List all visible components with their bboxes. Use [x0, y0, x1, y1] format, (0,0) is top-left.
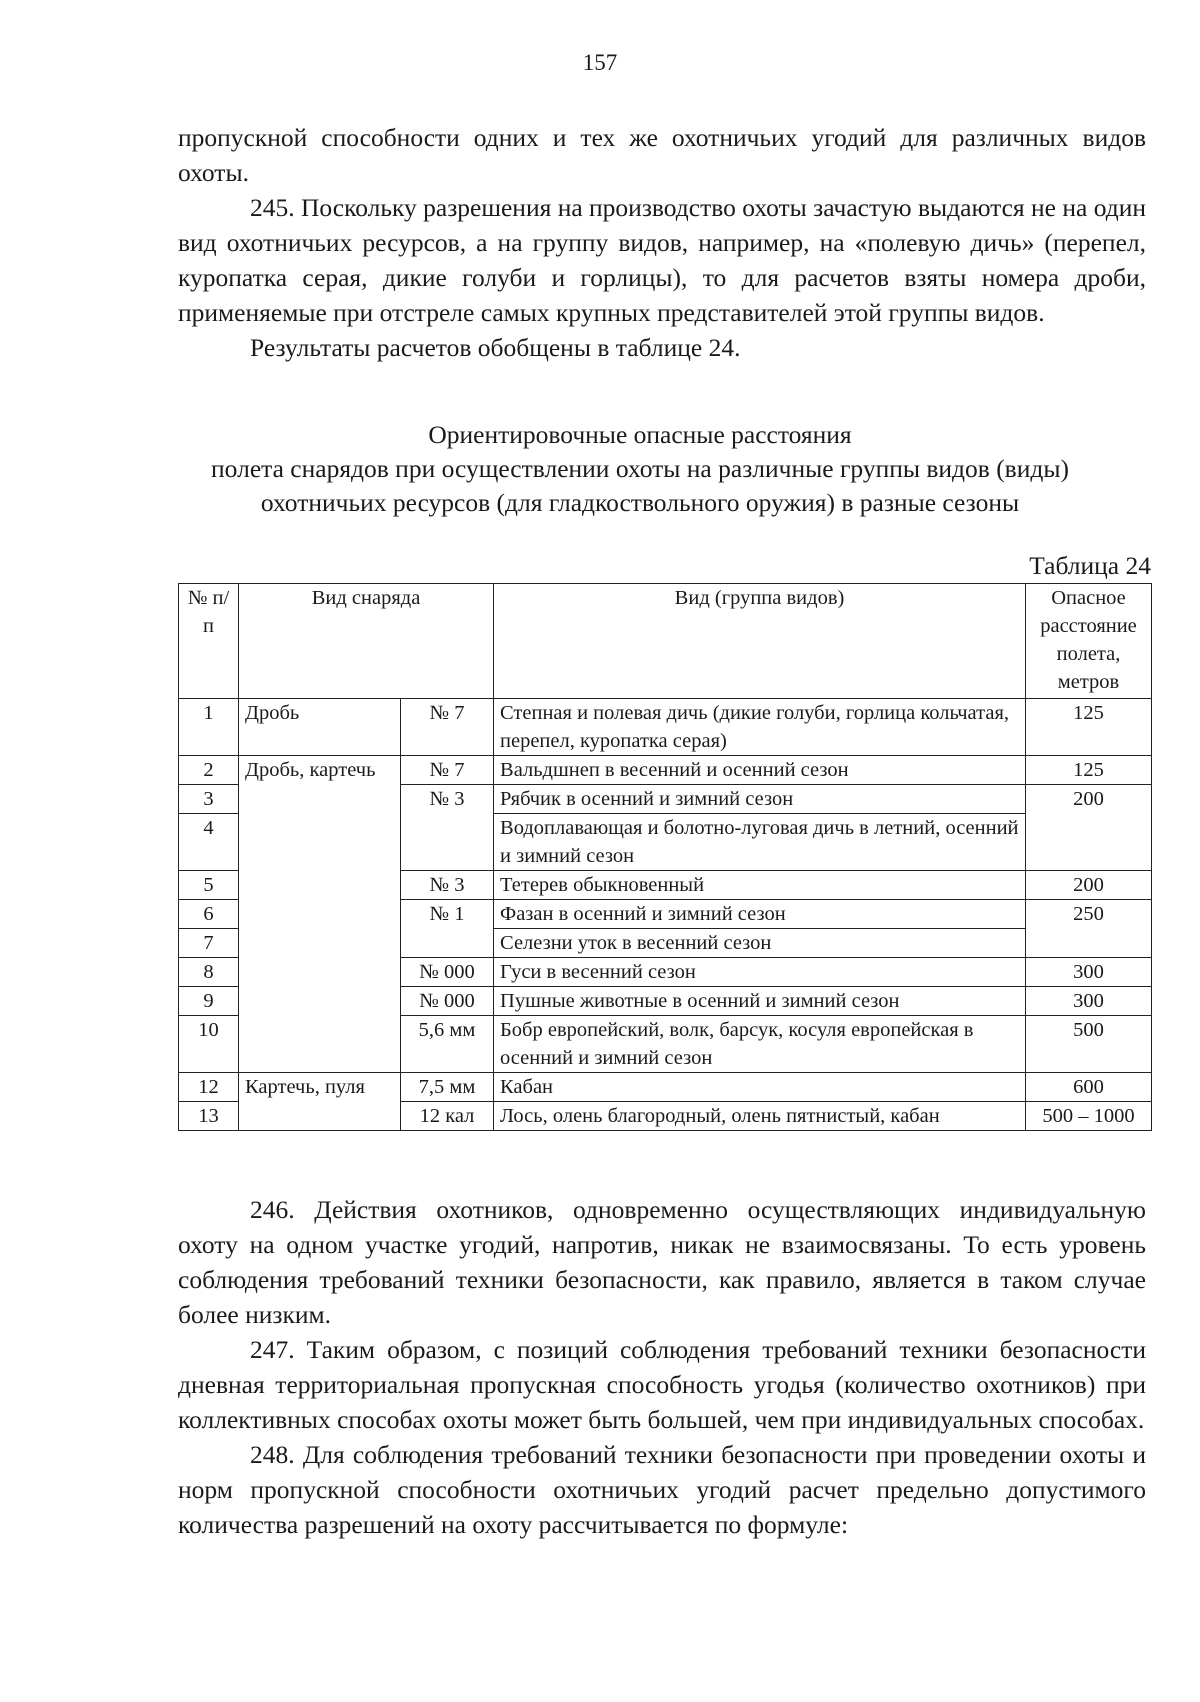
species: Тетерев обыкновенный: [494, 871, 1026, 900]
table-header-row: [179, 584, 1152, 699]
page-number: 157: [582, 50, 618, 75]
row-number: 12: [179, 1073, 239, 1102]
header-number: № п/п: [179, 584, 239, 699]
row-number: 5: [179, 871, 239, 900]
row-number: 4: [179, 814, 239, 871]
table-row: [179, 1073, 1152, 1102]
projectile-size: № 7: [401, 756, 494, 785]
distance: 125: [1026, 756, 1152, 785]
species: Фазан в осенний и зимний сезон: [494, 900, 1026, 929]
projectile-size: № 1: [401, 900, 494, 958]
species: Лось, олень благородный, олень пятнистый, кабан: [494, 1102, 1026, 1131]
projectile-size: 12 кал: [401, 1102, 494, 1131]
species: Бобр европейский, волк, барсук, косуля европейская в осенний и зимний сезон: [494, 1016, 1026, 1073]
projectile-type: Картечь, пуля: [239, 1073, 401, 1131]
paragraph: пропускной способности одних и тех же охотничьих угодий для различных видов охоты.: [178, 123, 1146, 187]
distance: 125: [1026, 699, 1152, 756]
projectile-type: Дробь, картечь: [239, 756, 401, 1073]
distance: 250: [1026, 900, 1152, 958]
projectile-type: Дробь: [239, 699, 401, 756]
table-row: [179, 699, 1152, 756]
species: Гуси в весенний сезон: [494, 958, 1026, 987]
row-number: 9: [179, 987, 239, 1016]
distance: 200: [1026, 871, 1152, 900]
caption-line: охотничьих ресурсов (для гладкоствольного оружия) в разные сезоны: [260, 488, 1020, 517]
paragraph-246: 246. Действия охотников, одновременно осуществляющих индивидуальную охоту на одном участке угодий, напротив, никак не взаимосвязаны. То есть уровень соблюдения требований техники безопасности, как правило, является в таком случае более низким.: [178, 1195, 1146, 1329]
row-number: 1: [179, 699, 239, 756]
distance: 200: [1026, 785, 1152, 871]
projectile-size: № 3: [401, 871, 494, 900]
species: Рябчик в осенний и зимний сезон: [494, 785, 1026, 814]
paragraph-results: Результаты расчетов обобщены в таблице 24.: [250, 333, 741, 362]
distance: 500: [1026, 1016, 1152, 1073]
paragraph-245: 245. Поскольку разрешения на производство охоты зачастую выдаются не на один вид охотничьих ресурсов, а на группу видов, например, на «полевую дичь» (перепел, куропатка серая, дикие голуби и горлицы), то для расчетов взяты номера дроби, применяемые при отстреле самых крупных представителей этой группы видов.: [178, 193, 1146, 327]
projectile-size: 5,6 мм: [401, 1016, 494, 1073]
species: Водоплавающая и болотно-луговая дичь в летний, осенний и зимний сезон: [494, 814, 1026, 871]
projectile-size: № 000: [401, 987, 494, 1016]
projectile-size: 7,5 мм: [401, 1073, 494, 1102]
header-projectile: Вид снаряда: [239, 584, 494, 699]
projectile-size: № 7: [401, 699, 494, 756]
species: Кабан: [494, 1073, 1026, 1102]
projectile-size: № 000: [401, 958, 494, 987]
projectile-size: № 3: [401, 785, 494, 871]
bottom-text: [178, 1192, 1146, 1542]
row-number: 2: [179, 756, 239, 785]
table-label: Таблица 24: [1029, 551, 1151, 580]
row-number: 8: [179, 958, 239, 987]
distance: 600: [1026, 1073, 1152, 1102]
row-number: 13: [179, 1102, 239, 1131]
paragraph-247: 247. Таким образом, с позиций соблюдения требований техники безопасности дневная территориальная пропускная способность угодья (количество охотников) при коллективных способах охоты может быть большей, чем при индивидуальных способах.: [178, 1335, 1146, 1434]
row-number: 10: [179, 1016, 239, 1073]
row-number: 3: [179, 785, 239, 814]
species: Вальдшнеп в весенний и осенний сезон: [494, 756, 1026, 785]
top-text: [178, 120, 1146, 365]
table-row: [179, 756, 1152, 785]
species: Степная и полевая дичь (дикие голуби, горлица кольчатая, перепел, куропатка серая): [494, 699, 1026, 756]
paragraph-248: 248. Для соблюдения требований техники безопасности при проведении охоты и норм пропускной способности охотничьих угодий расчет предельно допустимого количества разрешений на охоту рассчитывается по формуле:: [178, 1440, 1146, 1539]
danger-distance-table: [178, 583, 1152, 1131]
row-number: 7: [179, 929, 239, 958]
distance: 300: [1026, 958, 1152, 987]
species: Пушные животные в осенний и зимний сезон: [494, 987, 1026, 1016]
caption-line: Ориентировочные опасные расстояния: [428, 420, 852, 449]
caption-line: полета снарядов при осуществлении охоты на различные группы видов (виды): [211, 454, 1069, 483]
header-distance: Опасное расстояние полета, метров: [1026, 584, 1152, 699]
species: Селезни уток в весенний сезон: [494, 929, 1026, 958]
row-number: 6: [179, 900, 239, 929]
table-caption: [140, 418, 1140, 520]
distance: 300: [1026, 987, 1152, 1016]
distance: 500 – 1000: [1026, 1102, 1152, 1131]
header-species: Вид (группа видов): [494, 584, 1026, 699]
